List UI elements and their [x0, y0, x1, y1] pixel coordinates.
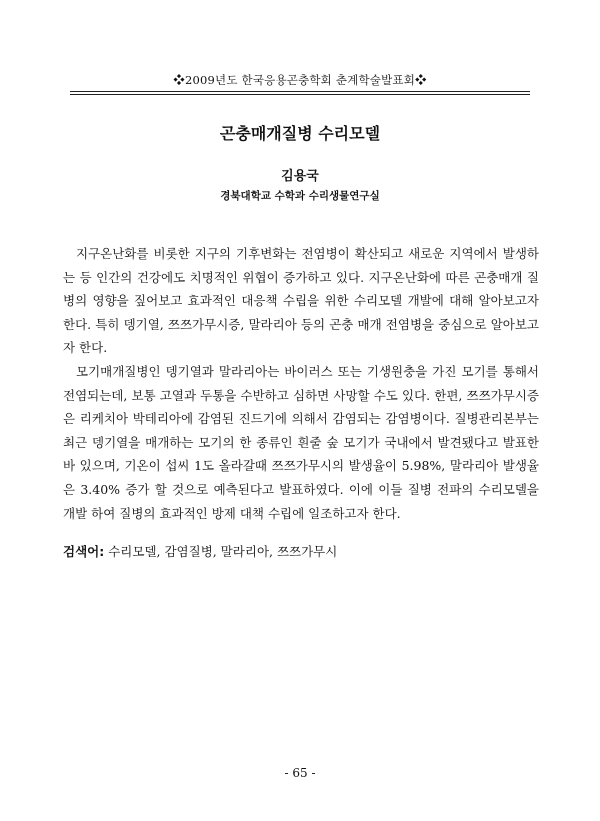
abstract-paragraph-1: 지구온난화를 비롯한 지구의 기후변화는 전염병이 확산되고 새로운 지역에서 발생하는 등 인간의 건강에도 치명적인 위협이 증가하고 있다. 지구온난화에 따른 곤충매개 질병의 영향을 짚어보고 효과적인 대응책 수립을 위한 수리모델 개발에 대해 알아보고자 한다. 특히 뎅기열, 쯔쯔가무시증, 말라리아 등의 곤충 매개 전염병을 중심으로 알아보고자 한다. — [63, 246, 539, 356]
keywords-terms: 수리모델, 감염질병, 말라리아, 쯔쯔가무시 — [108, 544, 338, 559]
abstract-body — [63, 242, 539, 525]
keywords-label: 검색어: — [63, 544, 105, 559]
page-number: - 65 - — [284, 766, 316, 780]
author-name: 김용국 — [281, 169, 319, 184]
abstract-paragraph-2: 모기매개질병인 뎅기열과 말라리아는 바이러스 또는 기생원충을 가진 모기를 통해서 전염되는데, 보통 고열과 두통을 수반하고 심하면 사망할 수도 있다. 한편, 쯔쯔가무시증은 리케치아 박테리아에 감염된 진드기에 의해서 감염되는 감염병이다. 질병관리본부는 최근 뎅기열을 매개하는 모기의 한 종류인 흰줄 숲 모기가 국내에서 발견됐다고 발표한 바 있으며, 기온이 섭씨 1도 올라갈때 쯔쯔가무시의 발생율이 5.98%, 말라리아 발생율은 3.40% 증가 할 것으로 예측된다고 발표하였다. 이에 이들 질병 전파의 수리모델을 개발 하여 질병의 효과적인 방제 대책 수립에 일조하고자 한다. — [63, 363, 539, 521]
header-rule-bottom — [70, 94, 530, 95]
paper-title: 곤충매개질병 수리모델 — [219, 124, 381, 143]
header-rule-top — [70, 91, 530, 92]
author-affiliation: 경북대학교 수학과 수리생물연구실 — [220, 190, 380, 202]
keywords-line — [63, 540, 539, 563]
running-header: ❖2009년도 한국응용곤충학회 춘계학술발표회❖ — [173, 73, 427, 87]
